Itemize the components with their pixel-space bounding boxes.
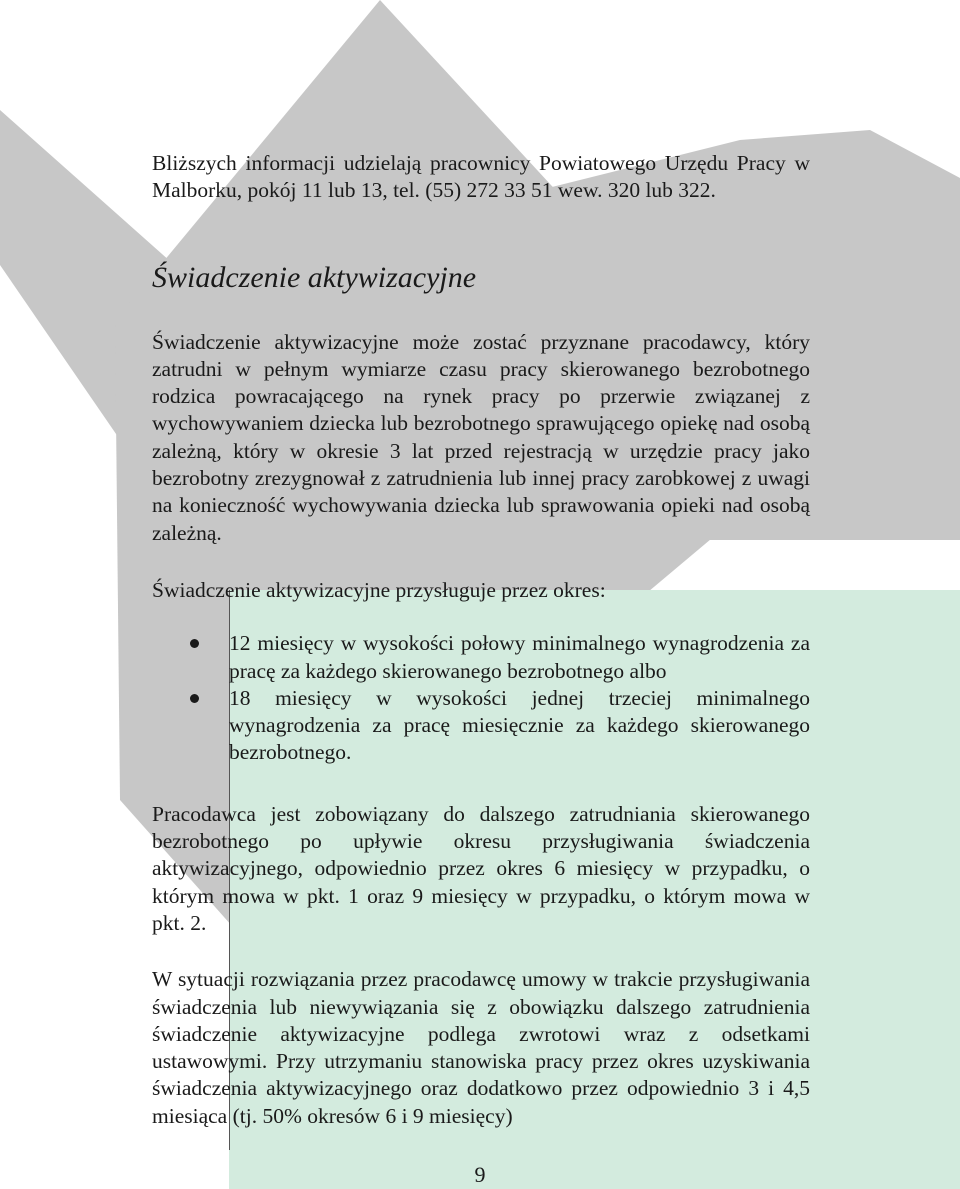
section-heading: Świadczenie aktywizacyjne [152, 260, 477, 294]
list-item-text: 18 miesięcy w wysokości jednej trzeciej minimalnego wynagrodzenia za pracę miesięcznie za każdego skierowanego bezrobotnego. [229, 685, 810, 765]
eligibility-paragraph: Świadczenie aktywizacyjne może zostać przyznane pracodawcy, który zatrudni w pełnym wymiarze czasu pracy skierowanego bezrobotnego rodzica powracającego na rynek pracy po przerwie związanej z wychowywaniem dziecka lub bezrobotnego sprawującego opiekę nad osobą zależną, który w okresie 3 lat przed rejestracją w urzędzie pracy jako bezrobotny zrezygnował z zatrudnienia lub innej pracy zarobkowej z uwagi na konieczność wychowywania dziecka lub sprawowania opieki nad osobą zależną. [152, 329, 810, 545]
bullet-icon [190, 694, 199, 703]
benefit-period-list [152, 630, 810, 766]
refund-paragraph: W sytuacji rozwiązania przez pracodawcę umowy w trakcie przysługiwania świadczenia lub niewywiązania się z obowiązku dalszego zatrudnienia świadczenie aktywizacyjne podlega zwrotowi wraz z odsetkami ustawowymi. Przy utrzymaniu stanowiska pracy przez okres uzyskiwania świadczenia aktywizacyjnego oraz dodatkowo przez odpowiednio 3 i 4,5 miesiąca (tj. 50% okresów 6 i 9 miesięcy) [152, 967, 810, 1128]
list-item [152, 630, 810, 685]
contact-info-paragraph: Bliższych informacji udzielają pracownicy Powiatowego Urzędu Pracy w Malborku, pokój 11 lub 13, tel. (55) 272 33 51 wew. 320 lub 322. [152, 151, 810, 203]
employer-obligation-paragraph: Pracodawca jest zobowiązany do dalszego zatrudniania skierowanego bezrobotnego po upływie okresu przysługiwania świadczenia aktywizacyjnego, odpowiednio przez okres 6 miesięcy w przypadku, o którym mowa w pkt. 1 oraz 9 miesięcy w przypadku, o którym mowa w pkt. 2. [152, 801, 810, 935]
list-item [152, 685, 810, 767]
period-intro-paragraph: Świadczenie aktywizacyjne przysługuje przez okres: [152, 577, 606, 602]
page-number: 9 [474, 1162, 486, 1187]
bullet-icon [190, 639, 199, 648]
list-item-text: 12 miesięcy w wysokości połowy minimalnego wynagrodzenia za pracę za każdego skierowanego bezrobotnego albo [229, 631, 810, 683]
document-body [152, 150, 810, 1130]
